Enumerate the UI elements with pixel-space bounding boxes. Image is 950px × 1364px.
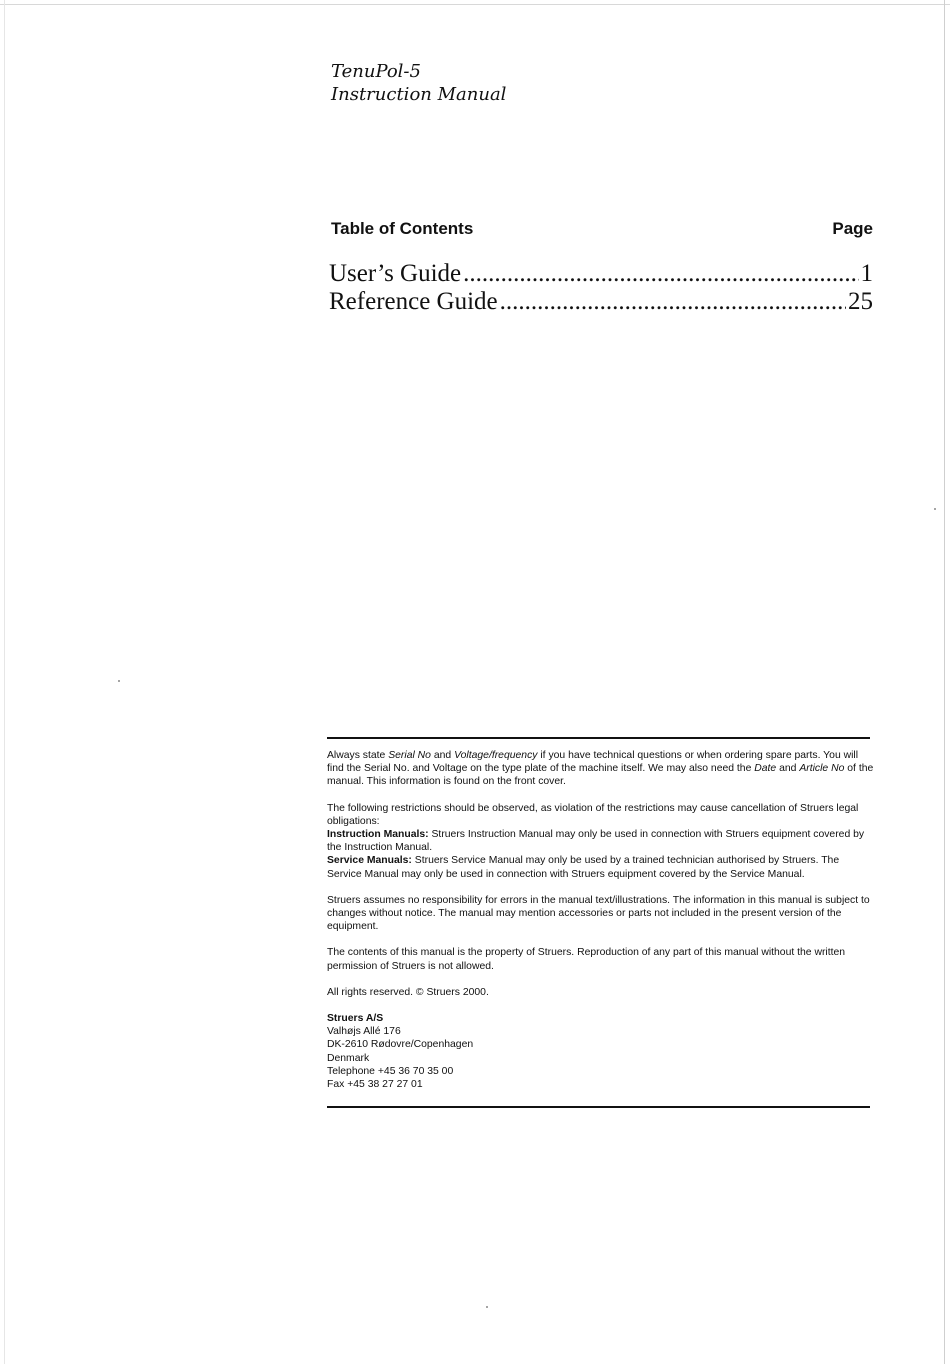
address-city: DK-2610 Rødovre/Copenhagen <box>327 1039 474 1051</box>
notice-text: Always state <box>327 750 389 761</box>
notice-property-paragraph: The contents of this manual is the property of Struers. Reproduction of any part of this manual without the written permission of Struers is not allowed. <box>327 947 846 972</box>
toc-dot-leader <box>463 260 858 288</box>
toc-entry-reference-guide[interactable] <box>329 288 873 316</box>
toc-entry-users-guide[interactable] <box>329 260 873 288</box>
notice-responsibility-paragraph: Struers assumes no responsibility for errors in the manual text/illustrations. The information in this manual is subject to changes without notice. The manual may mention accessories or parts not included in the present version of the equipment. <box>327 894 870 933</box>
page-edge-top <box>0 4 950 5</box>
scan-speck <box>118 680 120 682</box>
notice-restrictions-paragraph <box>327 802 875 881</box>
toc-entry-page: 1 <box>860 260 873 287</box>
document-type: Instruction Manual <box>331 84 507 105</box>
notice-top-rule <box>327 737 870 739</box>
notice-text: if you have technical questions or when ordering spare parts. You will find the Serial No. and Voltage on the type plate of the machine itself. We may also need the <box>327 750 859 775</box>
service-manuals-label: Service Manuals: <box>327 855 412 867</box>
address-fax: Fax +45 38 27 27 01 <box>327 1079 423 1091</box>
toc-dot-leader <box>500 288 846 316</box>
toc-header <box>331 219 873 239</box>
notice-text: Struers Instruction Manual may only be used in connection with Struers equipment covered by the Instruction Manual. <box>327 829 865 854</box>
toc-page-heading: Page <box>832 219 873 238</box>
notice-article-term: Article No <box>799 763 845 775</box>
document-title <box>331 60 506 106</box>
page-edge-left <box>4 0 5 1364</box>
notice-date-term: Date <box>754 763 777 775</box>
address-phone: Telephone +45 36 70 35 00 <box>327 1065 454 1077</box>
notice-text: Struers Service Manual may only be used by a trained technician authorised by Struers. The Service Manual may only be used in connection with Struers equipment covered by the Service Manual. <box>327 855 840 880</box>
scan-speck <box>934 508 936 510</box>
toc-heading: Table of Contents <box>331 219 474 238</box>
notice-text: and <box>776 763 800 775</box>
notice-serial-paragraph <box>327 749 875 789</box>
notice-text: The following restrictions should be observed, as violation of the restrictions may cause cancellation of Struers legal obligations: <box>327 802 859 827</box>
address-country: Denmark <box>327 1052 370 1064</box>
table-of-contents <box>329 260 873 316</box>
company-address <box>327 1012 875 1091</box>
toc-entry-page: 25 <box>848 288 873 315</box>
notice-text: and <box>430 750 455 761</box>
toc-entry-title: User’s Guide <box>329 260 462 287</box>
notice-serial-term: Serial No <box>388 750 431 761</box>
copyright-line: All rights reserved. © Struers 2000. <box>327 986 489 998</box>
scan-speck <box>486 1306 488 1308</box>
notice-bottom-rule <box>327 1106 870 1108</box>
product-name: TenuPol-5 <box>331 61 421 82</box>
address-street: Valhøjs Allé 176 <box>327 1026 401 1038</box>
legal-notice <box>327 749 875 1091</box>
toc-entry-title: Reference Guide <box>329 288 498 315</box>
company-name: Struers A/S <box>327 1013 384 1025</box>
notice-voltage-term: Voltage/frequency <box>454 750 538 761</box>
instruction-manuals-label: Instruction Manuals: <box>327 829 429 841</box>
page-edge-right <box>944 0 945 1364</box>
notice-text: of the manual. This information is found on the front cover. <box>327 763 874 788</box>
